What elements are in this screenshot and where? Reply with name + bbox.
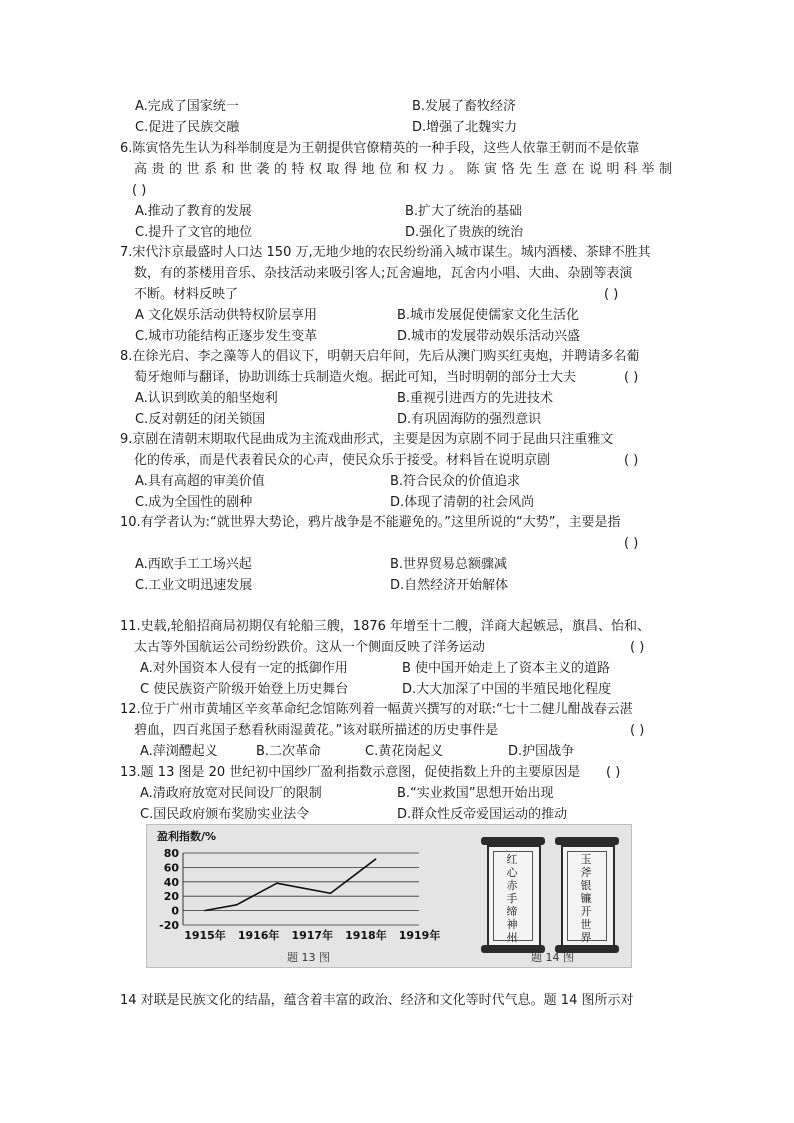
couplet-left-top-rod: [481, 837, 545, 845]
q5-option-a: A.完成了国家统一: [135, 99, 239, 114]
q9-answer-paren: ( ): [624, 453, 639, 468]
q12-option-b: B.二次革命: [256, 744, 322, 759]
figure-13-caption: 题 13 图: [287, 951, 330, 964]
y-tick-label: 20: [163, 890, 179, 904]
q6-option-b: B.扩大了统治的基础: [405, 204, 523, 219]
q8-option-c: C.反对朝廷的闭关锁国: [135, 412, 266, 427]
y-tick-label: 0: [171, 904, 179, 918]
q7-option-c: C.城市功能结构正逐步发生变革: [135, 329, 318, 344]
q10-stem-line1: 10.有学者认为:“就世界大势论，鸦片战争是不能避免的。”这里所说的“大势”，主要是指: [120, 515, 621, 530]
q13-option-d: D.群众性反帝爱国运动的推动: [397, 807, 568, 822]
couplet-left-scroll: [481, 837, 545, 953]
x-tick-label: 1915年: [184, 929, 226, 942]
figure-13-14: [146, 824, 632, 968]
profit-index-series-line: [205, 859, 377, 911]
q8-answer-paren: ( ): [624, 370, 639, 385]
q11-option-a: A.对外国资本人侵有一定的抵御作用: [140, 661, 348, 676]
q7-stem-line2: 数，有的茶楼用音乐、杂技活动来吸引客人;瓦舍遍地，瓦舍内小唱、大曲、杂剧等表演: [134, 266, 633, 281]
q9-option-b: B.符合民众的价值追求: [390, 474, 521, 489]
y-tick-label: 60: [163, 861, 179, 875]
q6-option-a: A.推动了教育的发展: [135, 204, 252, 219]
x-tick-label: 1916年: [237, 929, 280, 942]
profit-index-chart: [147, 825, 447, 967]
q11-option-b: B 使中国开始走上了资本主义的道路: [402, 661, 611, 676]
q10-option-b: B.世界贸易总额骤减: [390, 557, 508, 572]
q8-stem-line1: 8.在徐光启、李之藻等人的倡议下，明朝天启年间，先后从澳门购买红夷炮，并聘请多名葡: [120, 349, 640, 364]
q9-option-a: A.具有高超的审美价值: [135, 474, 265, 489]
q10-option-a: A.西欧手工工场兴起: [135, 557, 252, 572]
q11-option-c: C 使民族资产阶级开始登上历史舞台: [140, 682, 349, 697]
q12-stem-line1: 12.位于广州市黄埔区辛亥革命纪念馆陈列着一幅黄兴撰写的对联:“七十二健儿酣战春云湛: [120, 702, 633, 717]
couplet-right-top-rod: [555, 837, 619, 845]
q11-stem-line1: 11.史载,轮船招商局初期仅有轮船三艘，1876 年增至十二艘，洋商大起嫉忌，旗昌、怡和、: [120, 619, 651, 634]
q12-option-c: C.黄花岗起义: [365, 744, 444, 759]
q13-answer-paren: ( ): [606, 765, 621, 780]
q6-answer-paren: ( ): [132, 183, 147, 198]
q12-stem-line2: 碧血，四百兆国子愁看秋雨湿黄花。”该对联所描述的历史事件是: [134, 723, 499, 738]
q5-option-d: D.增强了北魏实力: [412, 120, 518, 135]
q10-answer-paren: ( ): [624, 536, 639, 551]
q9-stem-line1: 9.京剧在清朝末期取代昆曲成为主流戏曲形式，主要是因为京剧不同于昆曲只注重雅文: [120, 432, 614, 447]
q6-stem-line1: 6.陈寅恪先生认为科举制度是为王朝提供官僚精英的一种手段，这些人依靠王朝而不是依靠: [120, 141, 640, 156]
couplet-left-text: 红心赤手缔神州: [506, 853, 518, 944]
q13-option-a: A.清政府放宽对民间设厂的限制: [140, 786, 322, 801]
q13-option-b: B.“实业救国”思想开始出现: [397, 786, 554, 801]
q8-option-d: D.有巩固海防的强烈意识: [397, 412, 542, 427]
q7-option-a: A 文化娱乐活动供特权阶层享用: [135, 308, 318, 323]
q8-stem-line2: 萄牙炮师与翻译，协助训练士兵制造火炮。据此可知，当时明朝的部分士大夫: [134, 370, 577, 385]
q7-stem-line1: 7.宋代汴京最盛时人口达 150 万,无地少地的农民纷纷涌入城市谋生。城内酒楼、茶肆不胜其: [120, 245, 651, 260]
y-tick-label: 80: [163, 847, 179, 860]
q10-option-d: D.自然经济开始解体: [390, 578, 509, 593]
q11-answer-paren: ( ): [630, 640, 645, 655]
figure-14-caption: 题 14 图: [531, 951, 574, 964]
x-tick-label: 1919年: [398, 929, 441, 942]
q13-stem-line1: 13.题 13 图是 20 世纪初中国纱厂盈利指数示意图，促使指数上升的主要原因是: [120, 765, 581, 780]
y-tick-label: 40: [163, 875, 179, 889]
q5-option-c: C.促进了民族交融: [135, 120, 240, 135]
q11-option-d: D.大大加深了中国的半殖民地化程度: [402, 682, 612, 697]
q5-option-b: B.发展了畜牧经济: [412, 99, 517, 114]
couplet-right-scroll: [555, 837, 619, 953]
q8-option-b: B.重视引进西方的先进技术: [397, 391, 554, 406]
q9-stem-line2: 化的传承，而是代表着民众的心声，使民众乐于接受。材料旨在说明京剧: [134, 453, 551, 468]
q7-option-d: D.城市的发展带动娱乐活动兴盛: [397, 329, 581, 344]
q13-option-c: C.国民政府颁布奖励实业法令: [140, 807, 310, 822]
q11-stem-line2: 太古等外国航运公司纷纷跌价。这从一个侧面反映了洋务运动: [134, 640, 486, 655]
q10-option-c: C.工业文明迅速发展: [135, 578, 253, 593]
x-tick-label: 1917年: [291, 929, 334, 942]
couplet-right-text: 玉斧银镰开世界: [580, 853, 592, 944]
q7-answer-paren: ( ): [604, 287, 619, 302]
q14-stem-line1: 14 对联是民族文化的结晶，蕴含着丰富的政治、经济和文化等时代气息。题 14 图所示对: [120, 993, 634, 1008]
x-tick-label: 1918年: [345, 929, 387, 942]
q7-stem-line3: 不断。材料反映了: [134, 287, 239, 302]
q8-option-a: A.认识到欧美的船坚炮利: [135, 391, 278, 406]
q6-option-d: D.强化了贵族的统治: [405, 225, 524, 240]
q6-stem-line2: 高贵的世系和世袭的特权取得地位和权力。陈寅恪先生意在说明科举制: [134, 162, 672, 177]
q9-option-d: D.体现了清朝的社会风尚: [390, 495, 535, 510]
q7-option-b: B.城市发展促使儒家文化生活化: [397, 308, 580, 323]
y-tick-label: -20: [159, 919, 179, 932]
q12-option-d: D.护国战争: [508, 744, 575, 759]
q6-option-c: C.提升了文官的地位: [135, 225, 253, 240]
q12-answer-paren: ( ): [630, 723, 645, 738]
q9-option-c: C.成为全国性的剧种: [135, 495, 253, 510]
chart-title: 盈利指数/%: [157, 830, 217, 843]
q12-option-a: A.萍浏醴起义: [140, 744, 218, 759]
